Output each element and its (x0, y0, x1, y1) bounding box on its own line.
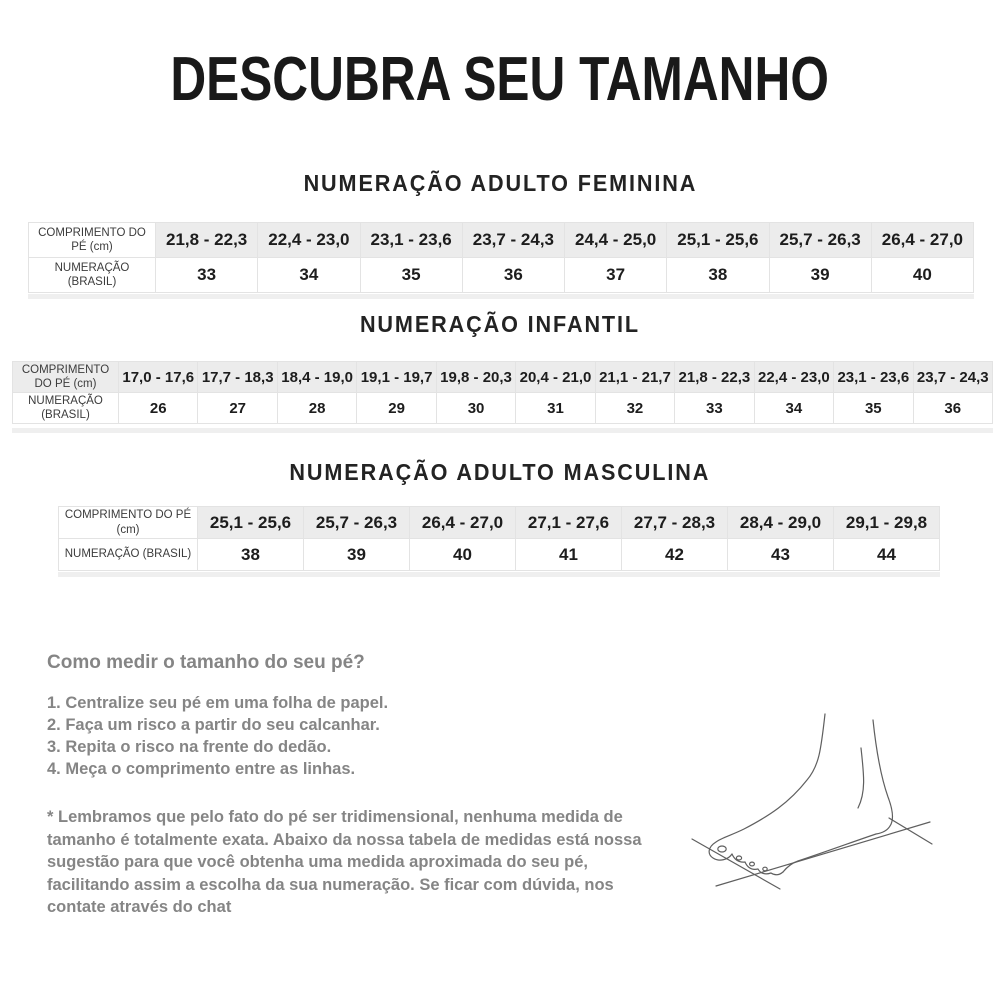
howto-step: 1. Centralize seu pé em uma folha de papel. (47, 694, 389, 712)
size-cell: 29 (357, 393, 436, 424)
row-label-size: NUMERAÇÃO (BRASIL) (59, 539, 198, 571)
size-cell: 36 (462, 258, 564, 293)
table-row (13, 393, 993, 424)
table-row (29, 223, 974, 258)
size-table-adulto-feminina (28, 222, 974, 293)
size-cell: 40 (871, 258, 973, 293)
size-cell: 44 (834, 539, 940, 571)
section-title-infantil: NUMERAÇÃO INFANTIL (359, 311, 641, 337)
table-row (59, 507, 940, 539)
size-cell: 31 (516, 393, 595, 424)
foot-length-cell: 25,7 - 26,3 (304, 507, 410, 539)
howto-step: 4. Meça o comprimento entre as linhas. (47, 760, 356, 778)
page-title (0, 44, 1000, 115)
foot-length-cell: 17,7 - 18,3 (198, 362, 277, 393)
size-cell: 38 (198, 539, 304, 571)
page-title-text: DESCUBRA SEU TAMANHO (170, 45, 830, 114)
foot-length-cell: 20,4 - 21,0 (516, 362, 595, 393)
section-title-adulto-feminina: NUMERAÇÃO ADULTO FEMININA (303, 170, 697, 196)
foot-length-cell: 25,1 - 25,6 (667, 223, 769, 258)
foot-length-cell: 27,7 - 28,3 (622, 507, 728, 539)
foot-length-cell: 29,1 - 29,8 (834, 507, 940, 539)
size-cell: 34 (258, 258, 360, 293)
foot-front-outline (709, 714, 825, 860)
table-row (29, 258, 974, 293)
size-cell: 35 (834, 393, 913, 424)
table-row (13, 362, 993, 393)
table-underline (28, 294, 974, 299)
section-title-adulto-masculina: NUMERAÇÃO ADULTO MASCULINA (289, 459, 711, 485)
size-cell: 39 (304, 539, 410, 571)
size-cell: 42 (622, 539, 728, 571)
measure-floor-line (716, 822, 930, 886)
row-label-size: NUMERAÇÃO (BRASIL) (13, 393, 119, 424)
table-underline (12, 428, 993, 433)
foot-length-cell: 21,1 - 21,7 (595, 362, 674, 393)
howto-step: 2. Faça um risco a partir do seu calcanhar. (47, 716, 380, 734)
row-label-foot-length: COMPRIMENTO DO PÉ (cm) (59, 507, 198, 539)
foot-length-cell: 25,1 - 25,6 (198, 507, 304, 539)
size-cell: 32 (595, 393, 674, 424)
size-cell: 37 (565, 258, 667, 293)
size-cell: 40 (410, 539, 516, 571)
row-label-foot-length: COMPRIMENTO DO PÉ (cm) (13, 362, 119, 393)
size-cell: 33 (156, 258, 258, 293)
toe-nail (750, 862, 755, 866)
foot-length-cell: 22,4 - 23,0 (258, 223, 360, 258)
table-row (59, 539, 940, 571)
foot-length-cell: 25,7 - 26,3 (769, 223, 871, 258)
foot-length-cell: 23,7 - 24,3 (462, 223, 564, 258)
howto-note: * Lembramos que pelo fato do pé ser tridimensional, nenhuma medida de tamanho é totalmente exata. Abaixo da nossa tabela de medidas está nossa sugestão para que você obtenha uma medida aproximada do seu pé, facilitando assim a escolha da sua numeração. Se ficar com dúvida, nos contate através do chat (47, 808, 642, 916)
size-cell: 34 (754, 393, 833, 424)
foot-length-cell: 18,4 - 19,0 (277, 362, 356, 393)
size-cell: 28 (277, 393, 356, 424)
row-label-foot-length: COMPRIMENTO DO PÉ (cm) (29, 223, 156, 258)
foot-measure-illustration (668, 670, 998, 930)
size-cell: 43 (728, 539, 834, 571)
measure-toe-line (692, 839, 780, 889)
foot-length-cell: 21,8 - 22,3 (675, 362, 754, 393)
size-cell: 41 (516, 539, 622, 571)
size-cell: 35 (360, 258, 462, 293)
table-underline (58, 572, 940, 577)
foot-length-cell: 26,4 - 27,0 (410, 507, 516, 539)
foot-toes-outline (732, 854, 783, 875)
howto-step: 3. Repita o risco na frente do dedão. (47, 738, 332, 756)
toe-nail (736, 856, 741, 860)
toe-nail (718, 846, 726, 852)
foot-ankle-line (858, 748, 864, 808)
size-cell: 27 (198, 393, 277, 424)
foot-line-drawing-svg (668, 670, 998, 930)
size-cell: 39 (769, 258, 871, 293)
foot-length-cell: 27,1 - 27,6 (516, 507, 622, 539)
foot-length-cell: 21,8 - 22,3 (156, 223, 258, 258)
foot-length-cell: 19,1 - 19,7 (357, 362, 436, 393)
foot-length-cell: 23,7 - 24,3 (913, 362, 992, 393)
howto-steps (47, 692, 388, 780)
foot-length-cell: 24,4 - 25,0 (565, 223, 667, 258)
row-label-size: NUMERAÇÃO (BRASIL) (29, 258, 156, 293)
foot-length-cell: 17,0 - 17,6 (119, 362, 198, 393)
measure-heel-line (889, 818, 932, 844)
foot-length-cell: 28,4 - 29,0 (728, 507, 834, 539)
size-table-adulto-masculina (58, 506, 940, 571)
size-cell: 38 (667, 258, 769, 293)
size-cell: 30 (436, 393, 515, 424)
size-cell: 33 (675, 393, 754, 424)
size-cell: 36 (913, 393, 992, 424)
howto-heading: Como medir o tamanho do seu pé? (47, 652, 365, 673)
foot-length-cell: 19,8 - 20,3 (436, 362, 515, 393)
size-table-infantil (12, 361, 993, 424)
foot-length-cell: 23,1 - 23,6 (360, 223, 462, 258)
foot-length-cell: 23,1 - 23,6 (834, 362, 913, 393)
size-cell: 26 (119, 393, 198, 424)
foot-length-cell: 26,4 - 27,0 (871, 223, 973, 258)
foot-length-cell: 22,4 - 23,0 (754, 362, 833, 393)
